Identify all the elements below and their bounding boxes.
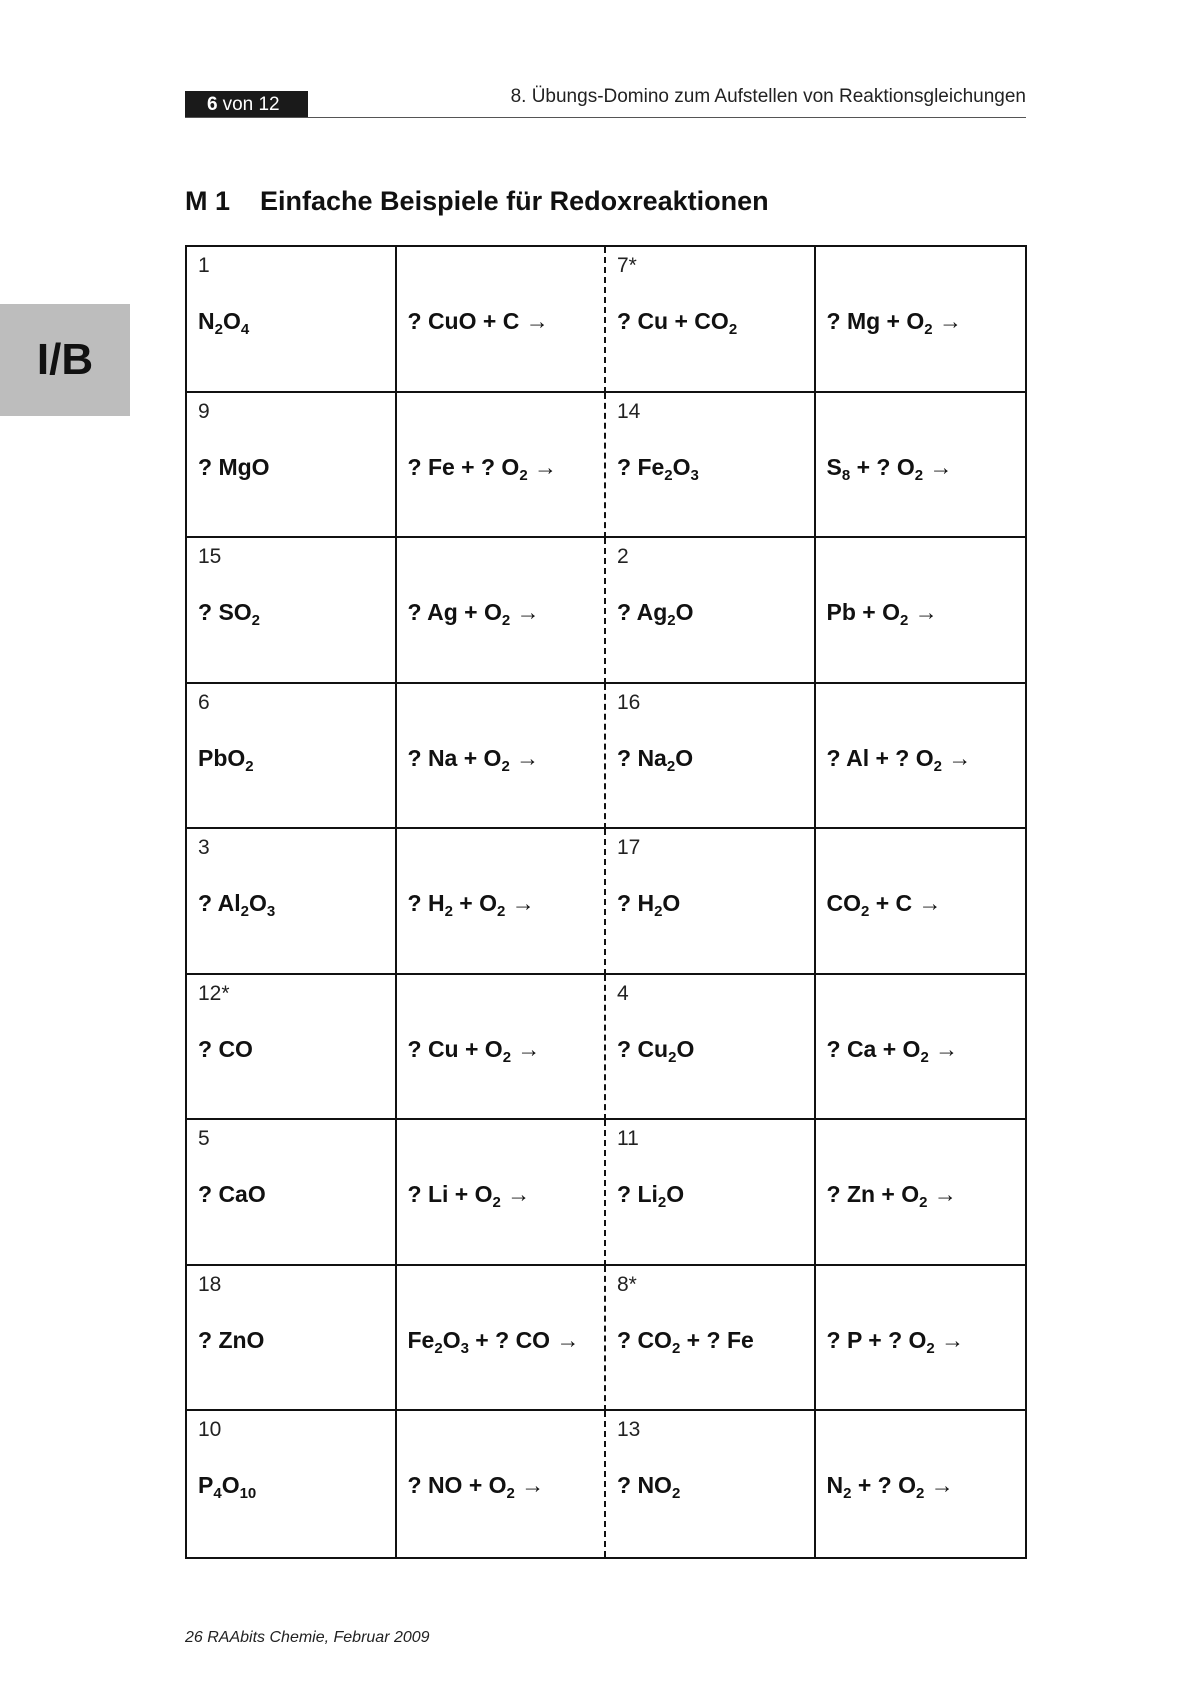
- domino-formula: ? $H_2 + O_2$ →: [407, 890, 535, 921]
- domino-formula: $S_8$ + ? $O_2$ →: [826, 453, 953, 484]
- domino-formula: $P_4O_{10}$: [198, 1472, 257, 1503]
- page-number-badge: [185, 91, 308, 118]
- domino-number: 1: [198, 254, 210, 277]
- domino-number: 13: [617, 1418, 641, 1442]
- domino-cell: [187, 1120, 397, 1266]
- domino-formula: $Pb + O_2$ →: [826, 599, 938, 630]
- domino-number: 3: [198, 836, 210, 860]
- domino-cell: [397, 538, 607, 684]
- domino-cell: [816, 1411, 1026, 1557]
- domino-formula: $Fe_2O_3$ + ? CO →: [407, 1326, 580, 1357]
- domino-number: 2: [617, 545, 629, 569]
- domino-cell: [397, 1266, 607, 1412]
- domino-cell: [816, 538, 1026, 684]
- page-footer: 26 RAAbits Chemie, Februar 2009: [185, 1629, 430, 1646]
- domino-cell: [397, 393, 607, 539]
- domino-formula: ? CuO + C →: [407, 308, 549, 334]
- domino-number: 10: [198, 1418, 222, 1442]
- domino-formula: ? P + ? $O_2$ →: [826, 1326, 965, 1357]
- domino-formula: ? $Ag + O_2$ →: [407, 599, 540, 630]
- domino-cell: [187, 247, 397, 393]
- domino-grid: [185, 245, 1027, 1559]
- domino-cell: [816, 684, 1026, 830]
- domino-formula: ? Al + ? $O_2$ →: [826, 744, 972, 775]
- domino-formula: ? $NO_2$: [617, 1472, 681, 1503]
- section-code: M 1: [185, 186, 231, 216]
- domino-number: 14: [617, 399, 641, 423]
- section-title: Einfache Beispiele für Redoxreaktionen: [260, 186, 769, 216]
- domino-formula: $N_2$ + ? $O_2$ →: [826, 1472, 954, 1503]
- domino-formula: ? ZnO: [198, 1326, 265, 1353]
- running-header-title: 8. Übungs-Domino zum Aufstellen von Reaktionsgleichungen: [510, 86, 1026, 107]
- domino-formula: ? $H_2O$: [617, 890, 681, 921]
- domino-cell: [397, 247, 607, 393]
- domino-cell: [606, 393, 816, 539]
- domino-number: 4: [617, 981, 629, 1005]
- domino-cell: [187, 393, 397, 539]
- domino-formula: $N_2O_4$: [198, 308, 250, 338]
- domino-formula: ? $Zn + O_2$ →: [826, 1181, 957, 1212]
- domino-cell: [816, 1120, 1026, 1266]
- domino-formula: $CO_2 + C$ →: [826, 890, 942, 921]
- domino-cell: [606, 975, 816, 1121]
- page-number: 6: [207, 94, 218, 115]
- domino-formula: ? $Al_2O_3$: [198, 890, 276, 921]
- domino-cell: [397, 1120, 607, 1266]
- domino-number: 17: [617, 836, 641, 860]
- domino-cell: [816, 247, 1026, 393]
- domino-formula: PbO$_2$: [198, 744, 254, 775]
- domino-cell: [816, 393, 1026, 539]
- domino-formula: ? $Mg + O_2$ →: [826, 308, 962, 338]
- domino-number: 5: [198, 1127, 210, 1151]
- domino-cell: [606, 1120, 816, 1266]
- domino-number: 9: [198, 399, 210, 423]
- section-heading: [185, 186, 769, 217]
- domino-formula: ? Fe + ? $O_2$ →: [407, 453, 558, 484]
- domino-formula: ? $SO_2$: [198, 599, 261, 630]
- domino-cell: [187, 1411, 397, 1557]
- domino-formula: ? $Li_2O$: [617, 1181, 685, 1212]
- domino-formula: ? MgO: [198, 453, 270, 480]
- domino-cell: [606, 538, 816, 684]
- section-side-tab: I/B: [0, 304, 130, 416]
- domino-cell: [187, 538, 397, 684]
- page-number-suffix: von 12: [222, 94, 280, 115]
- domino-number: 16: [617, 690, 641, 714]
- domino-cell: [606, 247, 816, 393]
- domino-formula: ? $Cu + O_2$ →: [407, 1035, 541, 1066]
- domino-cell: [606, 829, 816, 975]
- domino-cell: [816, 829, 1026, 975]
- domino-number: 15: [198, 545, 222, 569]
- domino-number: 18: [198, 1272, 222, 1296]
- domino-cell: [816, 1266, 1026, 1412]
- domino-formula: ? $Na + O_2$ →: [407, 744, 540, 775]
- header-rule: [185, 117, 1026, 118]
- domino-formula: ? $Ca + O_2$ →: [826, 1035, 959, 1066]
- domino-formula: ? $Fe_2O_3$: [617, 453, 699, 484]
- domino-cell: [397, 975, 607, 1121]
- domino-formula: ? $Li + O_2$ →: [407, 1181, 531, 1212]
- domino-cell: [606, 684, 816, 830]
- domino-cell: [816, 975, 1026, 1121]
- domino-formula: ? CaO: [198, 1181, 266, 1208]
- domino-formula: ? $Ag_2O$: [617, 599, 694, 630]
- domino-formula: ? $CO_2$ + ? Fe: [617, 1326, 754, 1357]
- domino-cell: [397, 1411, 607, 1557]
- domino-formula: ? NO + $O_2$ →: [407, 1472, 545, 1503]
- domino-cell: [187, 829, 397, 975]
- domino-formula: ? CO: [198, 1035, 253, 1062]
- domino-number: 7*: [617, 254, 637, 277]
- domino-cell: [397, 684, 607, 830]
- domino-number: 12*: [198, 981, 230, 1005]
- domino-formula: ? $Na_2O$: [617, 744, 694, 775]
- domino-cell: [187, 975, 397, 1121]
- domino-cell: [397, 829, 607, 975]
- domino-formula: ? $Cu + CO_2$: [617, 308, 738, 338]
- domino-cell: [606, 1411, 816, 1557]
- domino-cell: [606, 1266, 816, 1412]
- domino-number: 8*: [617, 1272, 637, 1296]
- domino-cell: [187, 684, 397, 830]
- domino-number: 6: [198, 690, 210, 714]
- domino-number: 11: [617, 1127, 639, 1151]
- domino-cell: [187, 1266, 397, 1412]
- domino-formula: ? $Cu_2O$: [617, 1035, 695, 1066]
